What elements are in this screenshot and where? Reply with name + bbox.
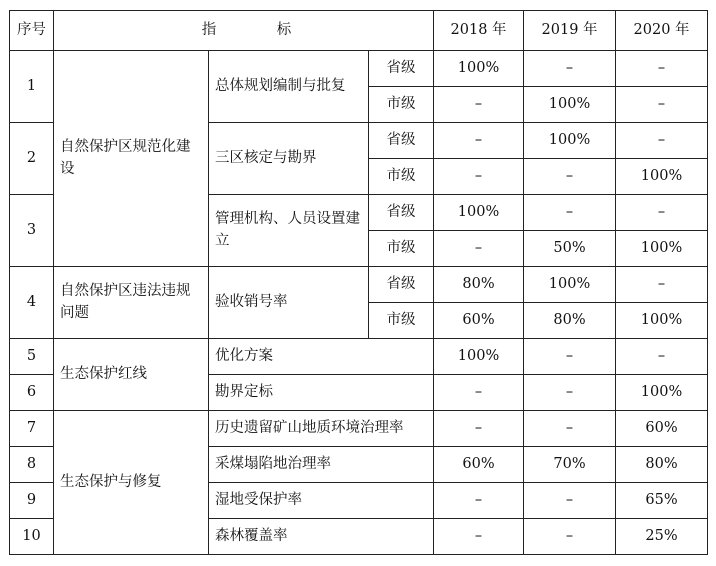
value-cell: – <box>434 231 524 267</box>
value-cell: 50% <box>524 231 616 267</box>
value-cell: – <box>434 159 524 195</box>
value-cell: – <box>524 339 616 375</box>
value-cell: – <box>616 87 708 123</box>
seq-cell: 7 <box>10 411 54 447</box>
level-cell: 省级 <box>369 51 434 87</box>
value-cell: 100% <box>616 303 708 339</box>
value-cell: – <box>524 519 616 555</box>
value-cell: 60% <box>616 411 708 447</box>
table-row <box>10 51 708 87</box>
value-cell: – <box>434 123 524 159</box>
level-cell: 市级 <box>369 159 434 195</box>
group-cell: 自然保护区违法违规问题 <box>54 267 209 339</box>
value-cell: – <box>616 339 708 375</box>
level-cell: 市级 <box>369 231 434 267</box>
item-cell: 总体规划编制与批复 <box>209 51 369 123</box>
item-cell: 三区核定与勘界 <box>209 123 369 195</box>
seq-cell: 5 <box>10 339 54 375</box>
value-cell: 65% <box>616 483 708 519</box>
value-cell: 100% <box>616 159 708 195</box>
value-cell: 100% <box>434 51 524 87</box>
item-cell: 优化方案 <box>209 339 434 375</box>
item-cell: 勘界定标 <box>209 375 434 411</box>
value-cell: – <box>524 51 616 87</box>
header-year-2020: 2020 年 <box>616 11 708 51</box>
item-cell: 湿地受保护率 <box>209 483 434 519</box>
value-cell: – <box>616 267 708 303</box>
value-cell: – <box>524 411 616 447</box>
seq-cell: 8 <box>10 447 54 483</box>
value-cell: 60% <box>434 303 524 339</box>
level-cell: 省级 <box>369 195 434 231</box>
table-row <box>10 411 708 447</box>
value-cell: – <box>434 483 524 519</box>
value-cell: – <box>616 195 708 231</box>
table-header-row <box>10 11 708 51</box>
seq-cell: 2 <box>10 123 54 195</box>
seq-cell: 1 <box>10 51 54 123</box>
value-cell: 100% <box>434 339 524 375</box>
group-cell: 自然保护区规范化建设 <box>54 51 209 267</box>
value-cell: 80% <box>524 303 616 339</box>
value-cell: 100% <box>524 123 616 159</box>
value-cell: – <box>434 411 524 447</box>
item-cell: 采煤塌陷地治理率 <box>209 447 434 483</box>
value-cell: – <box>434 87 524 123</box>
indicator-table <box>9 10 708 555</box>
value-cell: 100% <box>434 195 524 231</box>
value-cell: 80% <box>616 447 708 483</box>
table-row <box>10 339 708 375</box>
level-cell: 省级 <box>369 267 434 303</box>
value-cell: 60% <box>434 447 524 483</box>
header-seq: 序号 <box>10 11 54 51</box>
seq-cell: 4 <box>10 267 54 339</box>
level-cell: 省级 <box>369 123 434 159</box>
value-cell: – <box>524 195 616 231</box>
value-cell: – <box>524 159 616 195</box>
header-year-2019: 2019 年 <box>524 11 616 51</box>
level-cell: 市级 <box>369 87 434 123</box>
value-cell: 100% <box>524 267 616 303</box>
group-cell: 生态保护与修复 <box>54 411 209 555</box>
seq-cell: 9 <box>10 483 54 519</box>
seq-cell: 10 <box>10 519 54 555</box>
item-cell: 验收销号率 <box>209 267 369 339</box>
group-cell: 生态保护红线 <box>54 339 209 411</box>
value-cell: – <box>434 519 524 555</box>
value-cell: 80% <box>434 267 524 303</box>
value-cell: 70% <box>524 447 616 483</box>
table-row <box>10 267 708 303</box>
value-cell: 100% <box>616 375 708 411</box>
item-cell: 森林覆盖率 <box>209 519 434 555</box>
value-cell: – <box>524 483 616 519</box>
header-year-2018: 2018 年 <box>434 11 524 51</box>
value-cell: 100% <box>524 87 616 123</box>
level-cell: 市级 <box>369 303 434 339</box>
value-cell: 25% <box>616 519 708 555</box>
value-cell: 100% <box>616 231 708 267</box>
seq-cell: 3 <box>10 195 54 267</box>
value-cell: – <box>616 51 708 87</box>
value-cell: – <box>524 375 616 411</box>
header-indicator: 指 标 <box>54 11 434 51</box>
item-cell: 历史遗留矿山地质环境治理率 <box>209 411 434 447</box>
seq-cell: 6 <box>10 375 54 411</box>
item-cell: 管理机构、人员设置建立 <box>209 195 369 267</box>
value-cell: – <box>434 375 524 411</box>
value-cell: – <box>616 123 708 159</box>
